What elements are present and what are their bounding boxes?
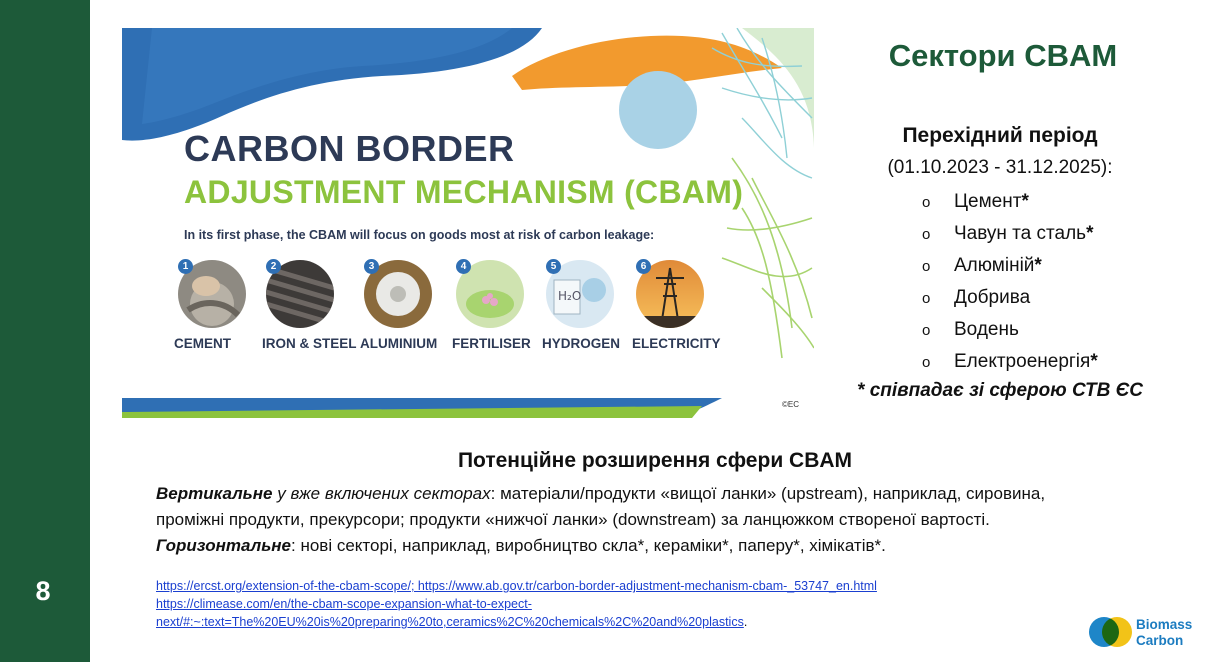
source-link-1[interactable]: https://ercst.org/extension-of-the-cbam-scope/; https://www.ab.gov.tr/carbon-border-adjustment-mechanism-cbam-_53747_en.html	[156, 579, 877, 593]
list-item	[922, 315, 1098, 347]
transition-dates: (01.10.2023 - 31.12.2025):	[887, 157, 1113, 178]
good-number: 5	[546, 259, 561, 274]
bullet-icon: o	[922, 354, 931, 371]
list-item	[922, 187, 1098, 219]
list-item	[922, 283, 1098, 315]
bullet-icon: o	[922, 258, 931, 275]
transition-heading: Перехідний період	[902, 124, 1098, 147]
vertical-paragraph	[156, 481, 1156, 507]
bullet-icon: o	[922, 322, 931, 339]
good-label: IRON & STEEL	[262, 336, 357, 351]
sector-star: *	[1086, 223, 1094, 244]
good-label: ALUMINIUM	[360, 336, 438, 351]
sector-name: Цемент	[954, 191, 1022, 212]
horizontal-text: : нові секторі, наприклад, виробництво скла*, кераміки*, паперу*, хімікатів*.	[291, 536, 886, 555]
copyright-mark: ©EC	[782, 400, 800, 409]
banner-title-line1: CARBON BORDER	[184, 128, 515, 169]
biomass-carbon-logo	[1086, 614, 1206, 654]
good-label: HYDROGEN	[542, 336, 621, 351]
logo-line2: Carbon	[1136, 633, 1184, 648]
source-link-2a[interactable]: https://climease.com/en/the-cbam-scope-expansion-what-to-expect-	[156, 597, 532, 611]
sector-star: *	[1021, 191, 1029, 212]
ets-note: * співпадає зі сферою СТВ ЄС	[857, 380, 1143, 401]
logo-yellow-circle-icon	[1102, 617, 1132, 647]
sources-period: .	[743, 615, 748, 629]
sector-name: Алюміній	[954, 255, 1035, 276]
page-title: Сектори CBAM	[888, 38, 1118, 73]
sector-name: Електроенергія	[954, 351, 1091, 372]
sector-star: *	[1090, 351, 1098, 372]
sector-star: *	[1034, 255, 1042, 276]
good-number: 1	[178, 259, 193, 274]
sector-name: Чавун та сталь	[954, 223, 1087, 244]
bullet-icon: o	[922, 226, 931, 243]
cbam-banner	[122, 28, 814, 418]
good-number: 4	[456, 259, 471, 274]
sector-name: Добрива	[954, 287, 1031, 308]
list-item	[922, 219, 1098, 251]
slide-number: 8	[35, 576, 51, 606]
horizontal-label: Горизонтальне	[156, 536, 292, 555]
horizontal-paragraph	[156, 533, 1156, 559]
goods-row	[174, 260, 738, 360]
vertical-context: у вже включених секторах	[272, 484, 491, 503]
svg-text:H₂O: H₂O	[558, 289, 582, 303]
good-label: FERTILISER	[452, 336, 531, 351]
source-link-2b[interactable]: next/#:~:text=The%20EU%20is%20preparing%20to,ceramics%2C%20chemicals%2C%20and%20plastics	[156, 615, 744, 629]
banner-subtitle: In its first phase, the CBAM will focus on goods most at risk of carbon leakage:	[184, 228, 655, 242]
sector-list	[922, 187, 1098, 379]
side-band	[0, 0, 90, 662]
bullet-icon: o	[922, 194, 931, 211]
list-item	[922, 251, 1098, 283]
good-number: 3	[364, 259, 379, 274]
list-item	[922, 347, 1098, 379]
extension-heading: Потенційне розширення сфери CBAM	[457, 449, 853, 472]
banner-title-line2: ADJUSTMENT MECHANISM (CBAM)	[184, 174, 744, 210]
bullet-icon: o	[922, 290, 931, 307]
good-label: ELECTRICITY	[632, 336, 721, 351]
vertical-text: : матеріали/продукти «вищої ланки» (upstream), наприклад, сировина,	[490, 484, 1046, 503]
logo-line1: Biomass	[1136, 617, 1193, 632]
logo-text	[1136, 617, 1192, 649]
good-number: 6	[636, 259, 651, 274]
good-number: 2	[266, 259, 281, 274]
vertical-paragraph-cont: проміжні продукти, прекурсори; продукти «нижчої ланки» (downstream) за ланцюжком створеної вартості.	[156, 510, 990, 529]
sector-name: Водень	[954, 319, 1019, 340]
good-label: CEMENT	[174, 336, 231, 351]
sources	[156, 577, 877, 631]
vertical-label: Вертикальне	[156, 484, 273, 503]
